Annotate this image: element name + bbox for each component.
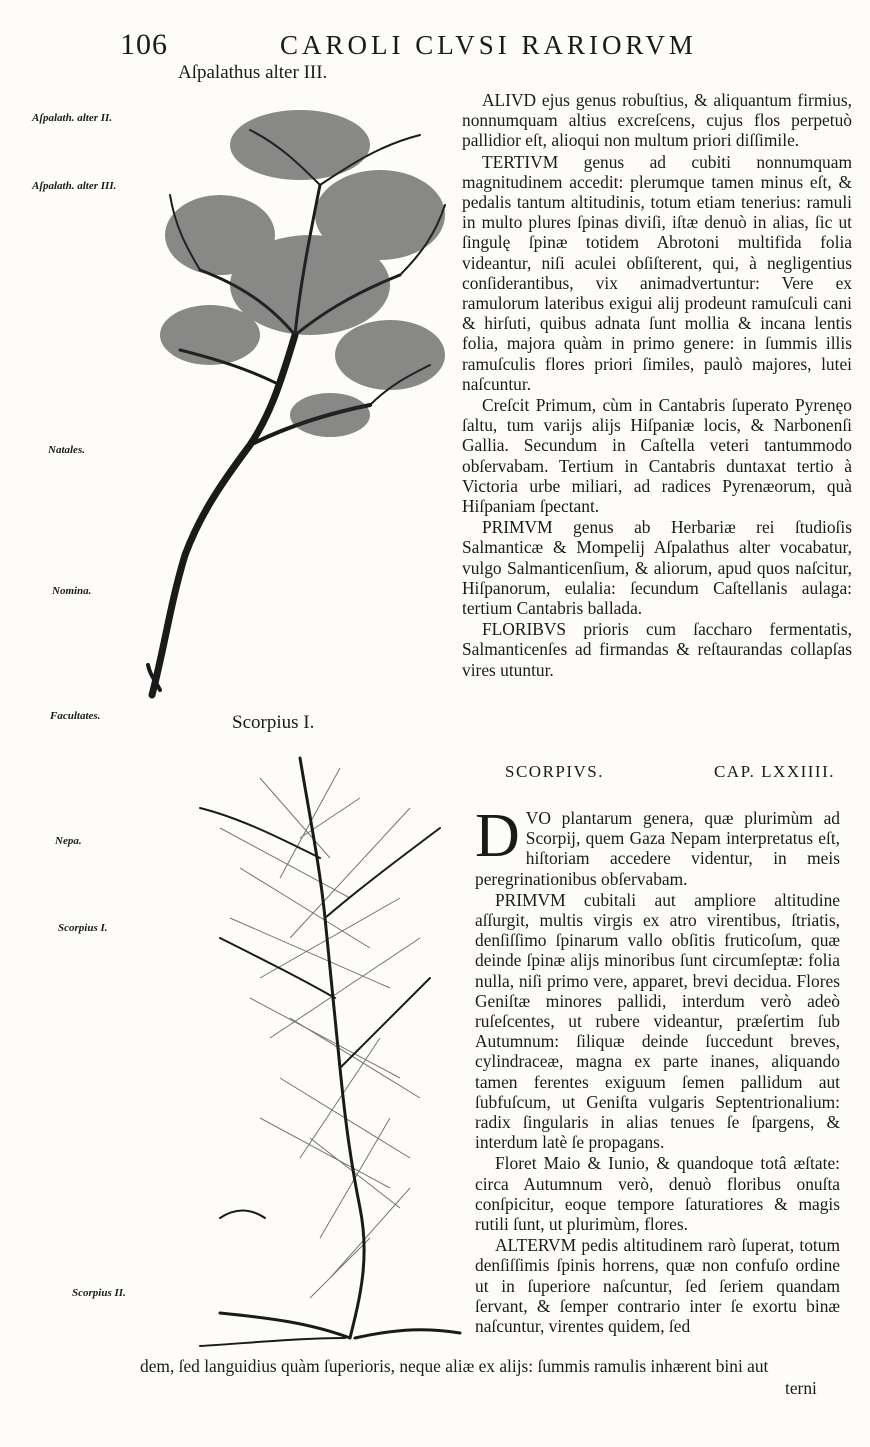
paragraph-primum: PRIMVM genus ab Herbariæ rei ſtudioſis Salmanticæ & Mompelij Aſpalathus alter vocabatur, vulgo Salmanticenſium, & aliorum, apud quos naſcitur, Hiſpanorum, eulalia: ſecundum Caſtellanis aulaga: tertium Cantabris ballada. (462, 517, 852, 619)
text-column-scorpius (475, 802, 840, 1337)
text-column-aspalathus (462, 90, 852, 680)
drop-cap: D (475, 802, 520, 870)
paragraph-alterum: ALTERVM pedis altitudinem rarò ſuperat, totum denſiſſimis ſpinis horrens, quæ non confuſo ordine ut in ſuperiore naſcuntur, ſed ſeriem quandam ſervant, & ſemper contrario inter ſe exortu binæ naſcuntur, virentes quidem, ſed (475, 1235, 840, 1337)
paragraph-crescit: Creſcit Primum, cùm in Cantabris ſuperato Pyrenęo ſaltu, tum varijs alijs Hiſpaniæ locis, & Narbonenſi Gallia. Secundum in Caſtella veteri tantummodo obſervabam. Tertium in Cantabris duntaxat tertio à Victoria urbe miliari, ad radices Pyrenæorum, quà Hiſpaniam ſpectant. (462, 395, 852, 517)
margin-note-aspalath-iii: Aſpalath. alter III. (32, 180, 117, 192)
paragraph-duo (475, 802, 840, 889)
margin-note-scorpius-1: Scorpius I. (58, 922, 108, 934)
margin-note-scorpius-2: Scorpius II. (72, 1287, 126, 1299)
margin-note-nepa: Nepa. (55, 835, 82, 847)
paragraph-aliud: ALIVD ejus genus robuſtius, & aliquantum firmius, nonnumquam altius excreſcens, cujus flos perpetuò pallidior eſt, alioqui non multum priori diſſimile. (462, 90, 852, 151)
margin-note-facultates: Facultates. (50, 710, 101, 722)
chapter-number: CAP. LXXIIII. (713, 762, 835, 781)
chapter-heading (505, 762, 835, 782)
page-number: 106 (120, 28, 168, 61)
chapter-title: SCORPIVS. (505, 762, 605, 781)
paragraph-floribus: FLORIBVS prioris cum ſaccharo fermentatis, Salmanticenſes ad firmandas & reſtaurandas collapſas vires utuntur. (462, 619, 852, 680)
running-head: CAROLI CLVSI RARIORVM (280, 30, 697, 60)
aspalathus-woodcut (130, 85, 460, 705)
paragraph-primum-scorpius: PRIMVM cubitali aut ampliore altitudine aſſurgit, multis virgis ex atro virentibus, ſtriatis, denſiſſimo ſpinarum vallo obſitis fruticoſum, quæ deinde ſpinæ alijs minoribus ſunt circumſeptæ: folia nulla, niſi primo vere, apparet, brevi decidua. Flores Geniſtæ minores pallidi, interdum verò adeò ruſeſcentes, ut rubere videantur, præſertim ſub Autumnum: ſiliquæ deinde ſuccedunt breves, cylindraceæ, magna ex parte inanes, aliquando tamen ferentes exiguum ſemen pallidum aut ſubfuſcum, ut Geniſta vulgaris Septentrionalium: radix ſingularis in alias tenues ſe ſpargens, & interdum latè ſe propagans. (475, 889, 840, 1153)
figure-caption-scorpius: Scorpius I. (232, 712, 315, 733)
figure-caption-aspalathus: Aſpalathus alter III. (178, 62, 328, 83)
paragraph-tertium: TERTIVM genus ad cubiti nonnumquam magnitudinem accedit: plerumque tamen minus eſt, & pedalis tantum altitudinis, totum etiam tenerius: ramuli in multo plures ſpinas diviſi, iſtæ denuò in alias, ſic ut ſingulę ſpinæ totidem Abrotoni multifida folia videantur, niſi aculei obſiſterent, qui, à negligentius conſiderantibus, vix animadvertuntur: Vere ex ramulorum lateribus exigui alij prodeunt ramuſculi cani & hirſuti, quibus adnata ſunt mollia & incana lentis folia, majora quàm in primo genere: in ſummis illis ramuſculis flores priori ſimiles, paulò majores, lutei naſcuntur. (462, 151, 852, 394)
catchword: terni (785, 1378, 817, 1398)
margin-note-aspalath-ii: Aſpalath. alter II. (32, 112, 113, 124)
margin-note-nomina: Nomina. (52, 585, 92, 597)
paragraph-duo-text: VO plantarum genera, quæ plurimùm ad Scorpij, quem Gaza Nepam interpretatus eſt, hiſtoriam accedere videntur, in meis peregrinationibus obſervabam. (475, 808, 840, 889)
paragraph-floret: Floret Maio & Iunio, & quandoque totâ æſtate: circa Autumnum verò, denuò floribus onuſta conſpicitur, eoque tempore ſaturatiores & magis rutili ſunt, ut plurimùm, flores. (475, 1153, 840, 1235)
scorpius-woodcut (160, 738, 470, 1348)
bottom-line: dem, ſed languidius quàm ſuperioris, neque aliæ ex alijs: ſummis ramulis inhærent bini aut (140, 1356, 769, 1376)
margin-note-natales: Natales. (48, 444, 85, 456)
